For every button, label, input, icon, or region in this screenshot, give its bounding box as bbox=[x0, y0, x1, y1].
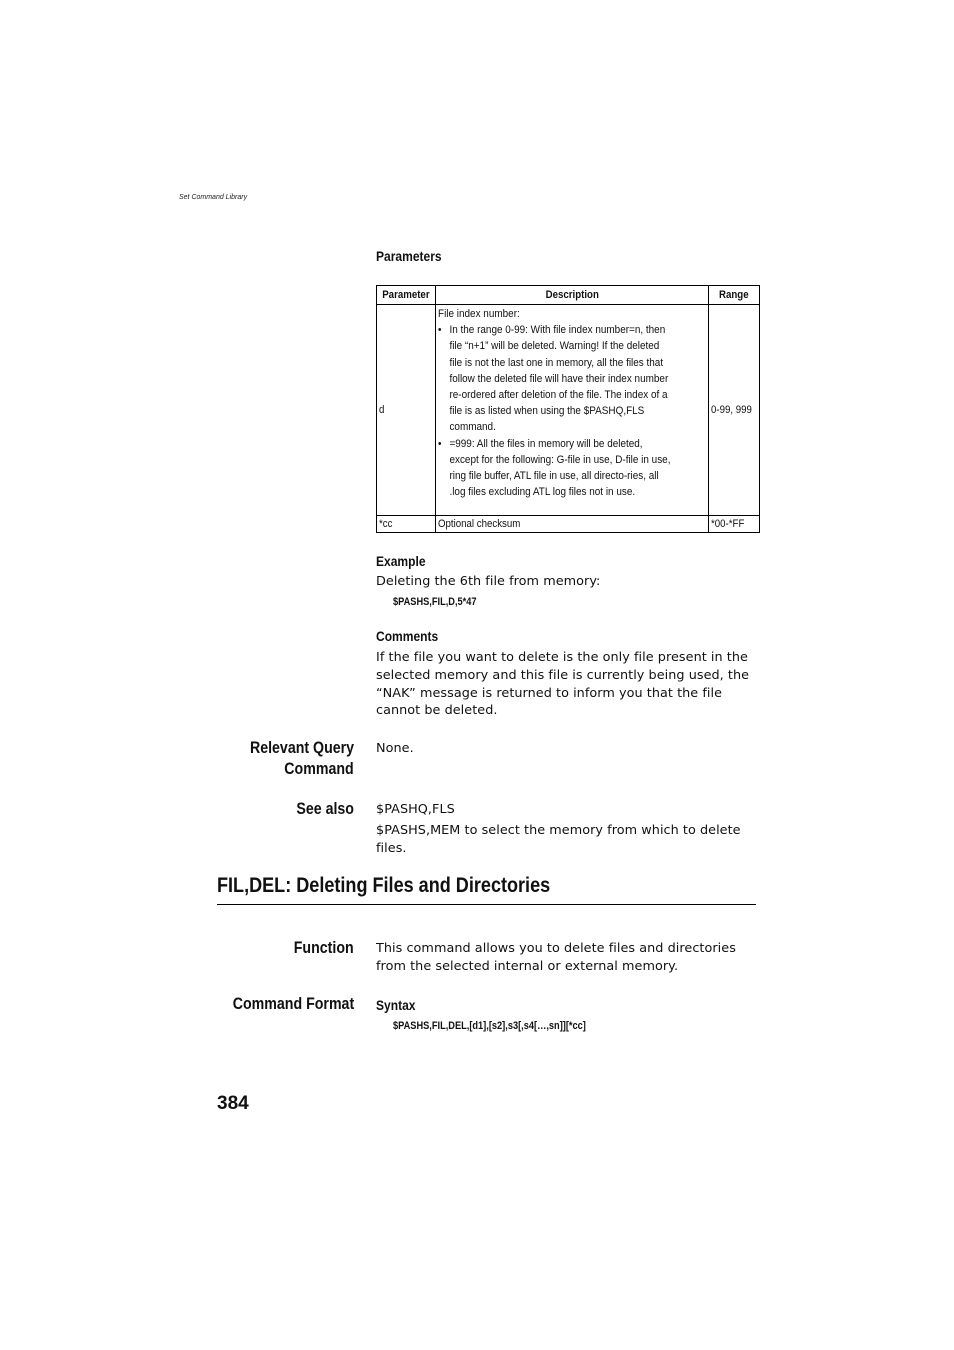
command-format-label: Command Format bbox=[232, 995, 354, 1013]
param-cell: d bbox=[377, 305, 436, 516]
page-number: 384 bbox=[217, 1093, 249, 1114]
section-rule bbox=[217, 904, 756, 905]
column-header-parameter: Parameter bbox=[377, 286, 436, 305]
relevant-query-label: Relevant Query Command bbox=[249, 739, 354, 778]
list-item: • In the range 0-99: With file index number=n, then file “n+1” will be deleted. Warning! If the deleted file is not the last one in memory, all the files that follow the deleted file will have their index number re-ordered after deletion of the file. The index of a file is as listed when using the $PASHQ,FLS command. bbox=[438, 322, 674, 435]
syntax-code: $PASHS,FIL,DEL,[d1],[s2],s3[,s4[…,sn]][*cc] bbox=[393, 1020, 586, 1032]
syntax-heading: Syntax bbox=[376, 997, 416, 1013]
example-code: $PASHS,FIL,D,5*47 bbox=[393, 596, 477, 608]
comments-text: If the file you want to delete is the only file present in the selected memory and this file is currently being used, the “NAK” message is returned to inform you that the file cannot be deleted. bbox=[376, 650, 750, 719]
table-row bbox=[377, 516, 760, 533]
comments-heading: Comments bbox=[376, 628, 439, 644]
column-header-description: Description bbox=[435, 286, 708, 305]
description-intro: File index number: bbox=[437, 308, 520, 320]
parameters-heading: Parameters bbox=[376, 248, 442, 264]
table-header-row bbox=[377, 286, 760, 305]
range-cell: *00-*FF bbox=[708, 516, 759, 533]
running-head: Set Command Library bbox=[179, 194, 248, 201]
relevant-query-text: None. bbox=[376, 741, 414, 756]
range-cell: 0-99, 999 bbox=[708, 305, 759, 516]
example-heading: Example bbox=[376, 553, 426, 569]
column-header-range: Range bbox=[708, 286, 759, 305]
see-also-line2: $PASHS,MEM to select the memory from which to delete files. bbox=[376, 823, 741, 856]
see-also-line1: $PASHQ,FLS bbox=[376, 802, 455, 817]
example-text: Deleting the 6th file from memory: bbox=[376, 574, 601, 589]
see-also-label: See also bbox=[296, 800, 354, 818]
parameters-table bbox=[376, 285, 760, 533]
list-item: • =999: All the files in memory will be deleted, except for the following: G-file in use, D-file in use, ring file buffer, ATL file in use, all directo-ries, all .log files excluding ATL log files not in use. bbox=[438, 436, 674, 501]
section-title: FIL,DEL: Deleting Files and Directories bbox=[217, 874, 551, 897]
description-cell: Optional checksum bbox=[435, 516, 708, 533]
description-bullets bbox=[438, 322, 674, 500]
param-cell: *cc bbox=[377, 516, 436, 533]
description-cell bbox=[435, 305, 708, 516]
function-text: This command allows you to delete files and directories from the selected internal or external memory. bbox=[376, 941, 736, 974]
table-row bbox=[377, 305, 760, 516]
function-label: Function bbox=[294, 939, 354, 957]
